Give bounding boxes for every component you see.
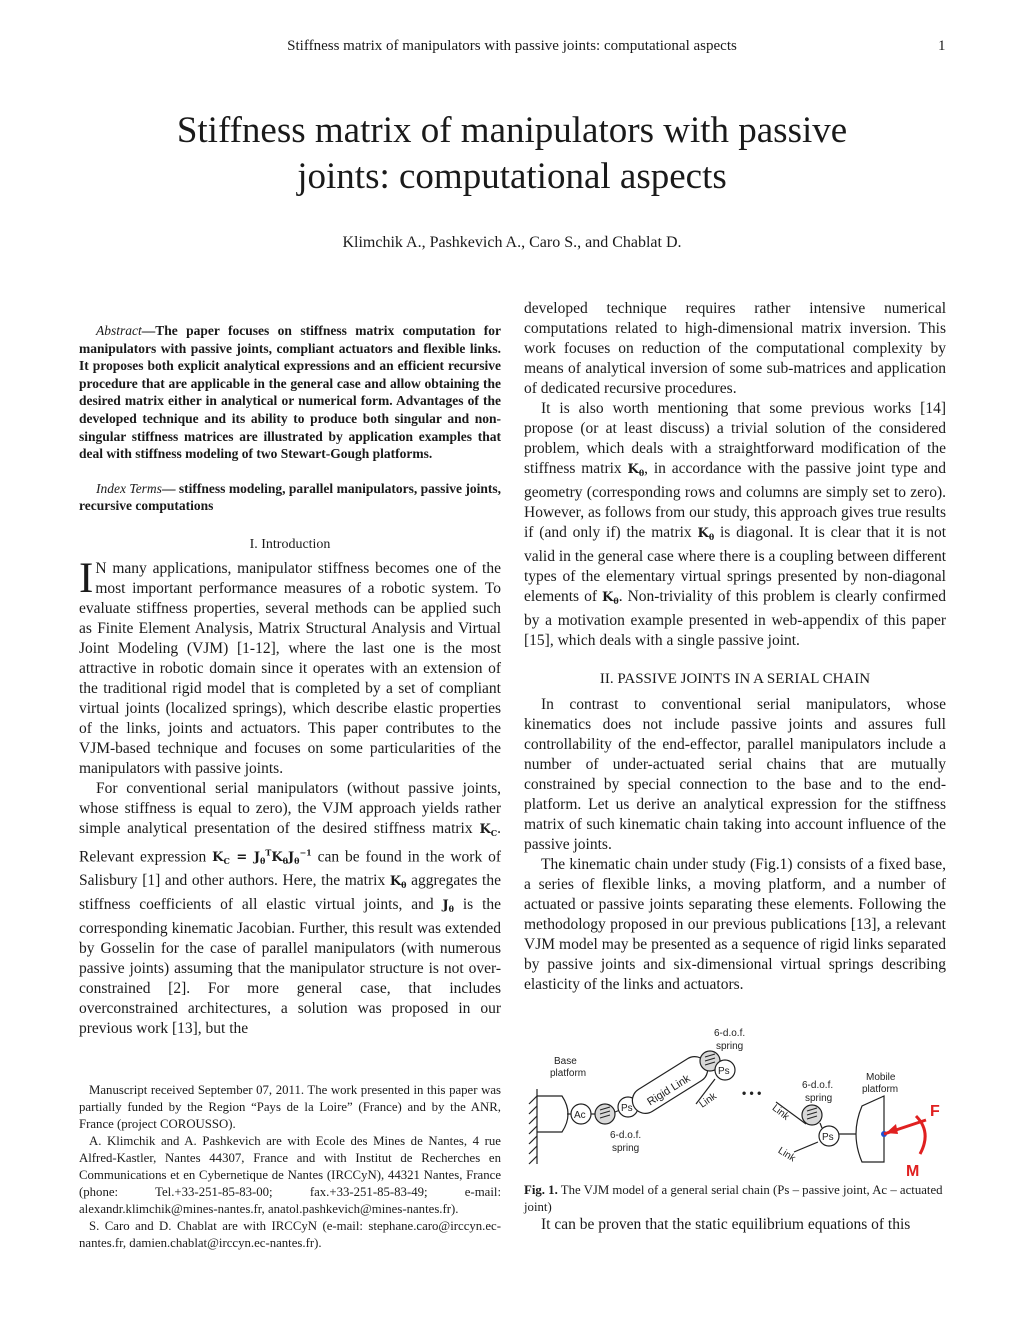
math-kc	[479, 822, 497, 837]
paper-title	[100, 108, 924, 200]
math-sub-theta: θ	[294, 856, 300, 867]
math-eq: =	[236, 850, 248, 866]
section-1-heading: I. Introduction	[249, 536, 331, 552]
right-p2-part-b: , in accordance with the passive joint type and geometry (corresponding rows and columns are simply set to zero). However, as follows from our study, this approach gives true results if (and only if) the matrix	[524, 460, 946, 541]
caption-label: Fig. 1.	[524, 1183, 558, 1197]
math-sub-theta: θ	[448, 904, 454, 915]
math-sub-theta: θ	[401, 880, 407, 891]
math-sub-theta: θ	[638, 468, 645, 478]
label-moment: M	[906, 1163, 920, 1179]
math-sub-c: C	[223, 856, 230, 867]
title-line-1: Stiffness matrix of manipulators with passive	[176, 110, 848, 151]
footnotes	[79, 1082, 501, 1252]
label-link-2: Link	[769, 1102, 792, 1123]
math-sub-theta: θ	[613, 596, 619, 606]
label-ac: Ac	[574, 1110, 586, 1121]
footnote-affiliation-2: S. Caro and D. Chablat are with IRCCyN (e-mail: stephane.caro@irccyn.ec-nantes.fr, damien.chablat@irccyn.ec-nantes.fr).	[79, 1219, 501, 1250]
right-column-bottom	[524, 1215, 946, 1235]
label-force: F	[930, 1103, 940, 1120]
abstract	[79, 322, 501, 463]
footnote-manuscript: Manuscript received September 07, 2011. The work presented in this paper was partially funded by the Region “Pays de la Loire” (France) and by the ANR, France (project COROUSSO).	[79, 1083, 501, 1131]
base-hatching	[529, 1096, 537, 1164]
intro-p2-part-a: For conventional serial manipulators (without passive joints, whose stiffness is equal to zero), the VJM approach yields rather simple analytical presentation of the desired stiffness matrix	[79, 779, 501, 837]
page-number: 1	[938, 38, 946, 54]
intro-p2-part-e: is the corresponding kinematic Jacobian. Further, this result was extended by Gosselin for the case of parallel manipulators (with numerous passive joints) assuming that the manipulator structure is not over-constrained [2]. For more general case, that includes overconstrained architectures, a solution was proposed in our previous work [13], but the	[79, 896, 502, 1038]
right-column	[524, 299, 946, 995]
label-base-2: platform	[550, 1068, 587, 1079]
label-link-3: Link	[775, 1145, 798, 1165]
intro-p2-part-d: aggregates the stiffness coefficients of all elastic virtual joints, and	[79, 872, 501, 914]
running-header: Stiffness matrix of manipulators with passive joints: computational aspects	[287, 38, 737, 54]
label-mobile-1: Mobile	[866, 1072, 896, 1083]
index-terms	[79, 480, 501, 515]
math-ktheta	[698, 526, 715, 541]
intro-paragraph-2	[79, 779, 501, 1039]
label-link-1: Link	[697, 1090, 719, 1111]
math-k: K	[602, 590, 614, 605]
intro-paragraph-1	[79, 554, 501, 779]
math-ktheta	[628, 462, 645, 477]
label-ps-1: Ps	[621, 1103, 633, 1114]
intro-p1-text: N many applications, manipulator stiffness becomes one of the most important performance measures of a robotic system. To evaluate stiffness properties, several methods can be applied such as Finite Element Analysis, Matrix Structural Analysis and Virtual Joint Modeling (VJM) [1-12], where the last one is the most attractive in robotic domain since it operates with an extension of the traditional rigid model that is completed by a set of compliant virtual joints (localized springs), which describe elastic properties of the links, joints and actuators. This paper contributes to the VJM-based technique and focuses on some particularities of the manipulators with passive joints.	[79, 559, 501, 777]
section-2-heading: II. PASSIVE JOINTS IN A SERIAL CHAIN	[599, 671, 871, 687]
math-k: K	[389, 874, 402, 890]
index-terms-text: — stiffness modeling, parallel manipulators, passive joints, recursive computations	[79, 480, 502, 514]
left-column	[79, 322, 501, 1039]
right-paragraph-4: The kinematic chain under study (Fig.1) consists of a fixed base, a series of flexible links, a moving platform, and a number of actuated or passive joints separating these elements. Following the methodology proposed in our previous publications [13], a relevant VJM model may be presented as a sequence of rigid links separated by passive joints and six-dimensional virtual springs describing elasticity of the links and actuators.	[524, 856, 946, 993]
mobile-platform	[856, 1096, 884, 1162]
link-segment-3	[794, 1142, 818, 1152]
right-p2-part-a: It is also worth mentioning that some previous works [14] propose (or at least discuss) a trivial solution of the considered problem, which deals with a straightforward modification of the stiffness matrix	[524, 400, 946, 477]
right-p2-part-c: is diagonal. It is clear that it is not valid in the general case where there is a coupling between different types of the elementary virtual springs presented by non-diagonal elements of	[524, 524, 947, 605]
math-sub-theta: θ	[708, 532, 715, 542]
label-dots: • • •	[742, 1086, 762, 1100]
label-rigid-link: Rigid Link	[645, 1072, 693, 1109]
math-k: K	[627, 462, 639, 477]
math-j: J	[442, 898, 449, 914]
math-equation	[212, 847, 312, 867]
math-ktheta	[390, 874, 407, 889]
base-platform	[537, 1096, 568, 1132]
index-terms-label: Index Terms	[96, 480, 162, 496]
math-k: K	[271, 850, 283, 866]
math-jtheta	[443, 898, 455, 913]
math-sup-t: T	[265, 847, 272, 858]
label-spring-top-2: spring	[716, 1041, 744, 1052]
label-spring-bottom-2: spring	[612, 1143, 640, 1154]
math-k: K	[697, 526, 709, 541]
figure-1-caption	[524, 1182, 946, 1216]
label-base-1: Base	[554, 1056, 577, 1067]
abstract-text: —The paper focuses on stiffness matrix computation for manipulators with passive joints, compliant actuators and flexible links. It proposes both explicit analytical expressions and an efficient recursive procedure that are applicable in the general case and allow obtaining the desired matrix either in analytical or numerical form. Advantages of the developed technique and its ability to produce both singular and non-singular stiffness matrices are illustrated by application examples that deal with stiffness modeling of two Stewart-Gough platforms.	[79, 323, 501, 462]
right-paragraph-2	[524, 399, 946, 651]
math-sub-theta: θ	[282, 856, 288, 867]
right-paragraph-3: In contrast to conventional serial manipulators, whose kinematics does not include passive joints and assures full controllability of the end-effector, parallel manipulators include a number of under-actuated serial chains that are mutually constrained by special connection to the base and to the end-platform. Let us derive an analytical expression for the stiffness matrix of such kinematic chain taking into account influence of the passive joints.	[524, 696, 946, 853]
label-ps-2: Ps	[718, 1066, 730, 1077]
spring-3	[802, 1105, 822, 1125]
right-paragraph-5: It can be proven that the static equilibrium equations of this	[541, 1216, 911, 1233]
label-mobile-2: platform	[862, 1084, 899, 1095]
figure-1-diagram	[524, 1024, 949, 1179]
authors: Klimchik A., Pashkevich A., Caro S., and Chablat D.	[342, 234, 682, 251]
label-spring-right-1: 6-d.o.f.	[802, 1080, 834, 1091]
right-p2-part-d: . Non-triviality of this problem is clearly confirmed by a motivation example presented in web-appendix of this paper [15], which deals with a single passive joint.	[524, 588, 946, 649]
force-arrowhead	[886, 1124, 898, 1134]
math-j: J	[287, 850, 295, 866]
math-sup-inv: −1	[299, 847, 312, 858]
intro-p2-part-b: . Relevant expression	[79, 819, 502, 866]
abstract-label: Abstract	[96, 323, 142, 338]
intro-p2-part-c: can be found in the work of Salisbury [1] and other authors. Here, the matrix	[79, 848, 502, 890]
right-paragraph-1: developed technique requires rather intensive numerical computations related to high-dimensional matrix inversion. This work focuses on reduction of the computational complexity by means of analytical inversion of some sub-matrices and application of dedicated recursive procedures.	[524, 300, 946, 397]
caption-text: The VJM model of a general serial chain (Ps – passive joint, Ac – actuated joint)	[524, 1183, 943, 1214]
math-sub-theta: θ	[260, 856, 266, 867]
label-spring-right-2: spring	[805, 1093, 833, 1104]
drop-cap: I	[79, 554, 94, 602]
math-k: K	[479, 821, 491, 837]
title-line-2: joints: computational aspects	[297, 156, 727, 197]
math-k: K	[212, 850, 224, 866]
spring-1	[595, 1104, 615, 1124]
label-ps-3: Ps	[822, 1132, 834, 1143]
footnote-affiliation-1: A. Klimchik and A. Pashkevich are with Ecole des Mines de Nantes, 4 rue Alfred-Kastler, Nantes 44307, France and with Institut de Recherches en Communications et en Cybernetique de Nantes (IRCCyN), 44321 Nantes, France (phone: Tel.+33-251-85-83-00; fax.+33-251-85-83-49; e-mail: alexandr.klimchik@mines-nantes.fr, anatol.pashkevich@mines-nantes.fr).	[79, 1134, 501, 1216]
math-sub-c: C	[490, 827, 498, 838]
math-ktheta	[602, 590, 619, 605]
label-spring-bottom-1: 6-d.o.f.	[610, 1130, 642, 1141]
math-j: J	[253, 850, 261, 866]
label-spring-top-1: 6-d.o.f.	[714, 1028, 746, 1039]
